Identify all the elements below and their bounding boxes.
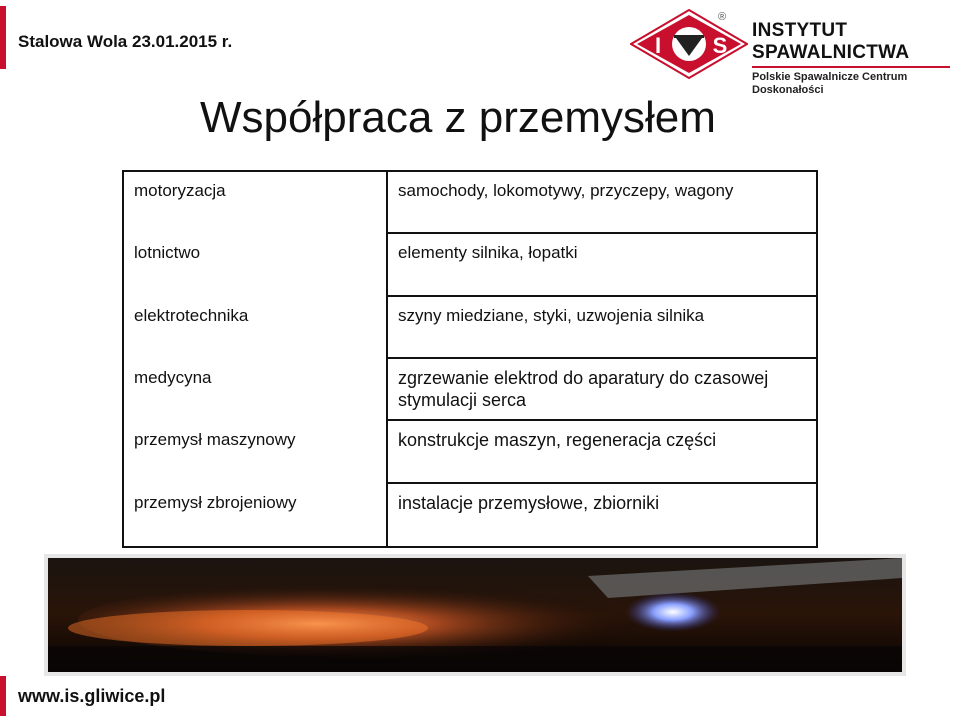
registered-mark: ® <box>718 11 727 23</box>
header-accent-bar <box>0 6 6 69</box>
table-cell-products: elementy silnika, łopatki <box>388 234 816 296</box>
table-cell-sector: przemysł maszynowy <box>124 421 388 483</box>
table-cell-products: konstrukcje maszyn, regeneracja części <box>388 421 816 483</box>
table-cell-products: szyny miedziane, styki, uzwojenia silnika <box>388 297 816 359</box>
institute-logo-icon <box>630 9 748 79</box>
welding-flame-image <box>48 558 902 672</box>
footer-website-link[interactable]: www.is.gliwice.pl <box>18 686 166 706</box>
header-date: Stalowa Wola 23.01.2015 r. <box>18 32 233 51</box>
table-cell-sector: lotnictwo <box>124 234 388 296</box>
table-cell-products: samochody, lokomotywy, przyczepy, wagony <box>388 172 816 234</box>
page-title: Współpraca z przemysłem <box>200 93 716 142</box>
institute-subtitle: Polskie Spawalnicze Centrum Doskonałości <box>752 71 908 96</box>
table-cell-sector: motoryzacja <box>124 172 388 234</box>
welding-photo <box>44 554 906 676</box>
table-cell-sector: medycyna <box>124 359 388 421</box>
footer-accent-bar <box>0 676 6 716</box>
institute-name: INSTYTUT SPAWALNICTWA <box>752 20 910 63</box>
logo-letter-i: I <box>654 33 662 58</box>
institute-logo-text <box>752 20 960 97</box>
table-cell-sector: elektrotechnika <box>124 297 388 359</box>
industry-table <box>122 170 818 548</box>
table-cell-products: instalacje przemysłowe, zbiorniki <box>398 492 660 513</box>
table-cell-sector: przemysł zbrojeniowy <box>124 484 388 546</box>
logo-divider <box>752 66 950 68</box>
logo-letter-s: S <box>712 33 728 58</box>
table-cell-products: zgrzewanie elektrod do aparatury do czasowej stymulacji serca <box>388 359 816 421</box>
